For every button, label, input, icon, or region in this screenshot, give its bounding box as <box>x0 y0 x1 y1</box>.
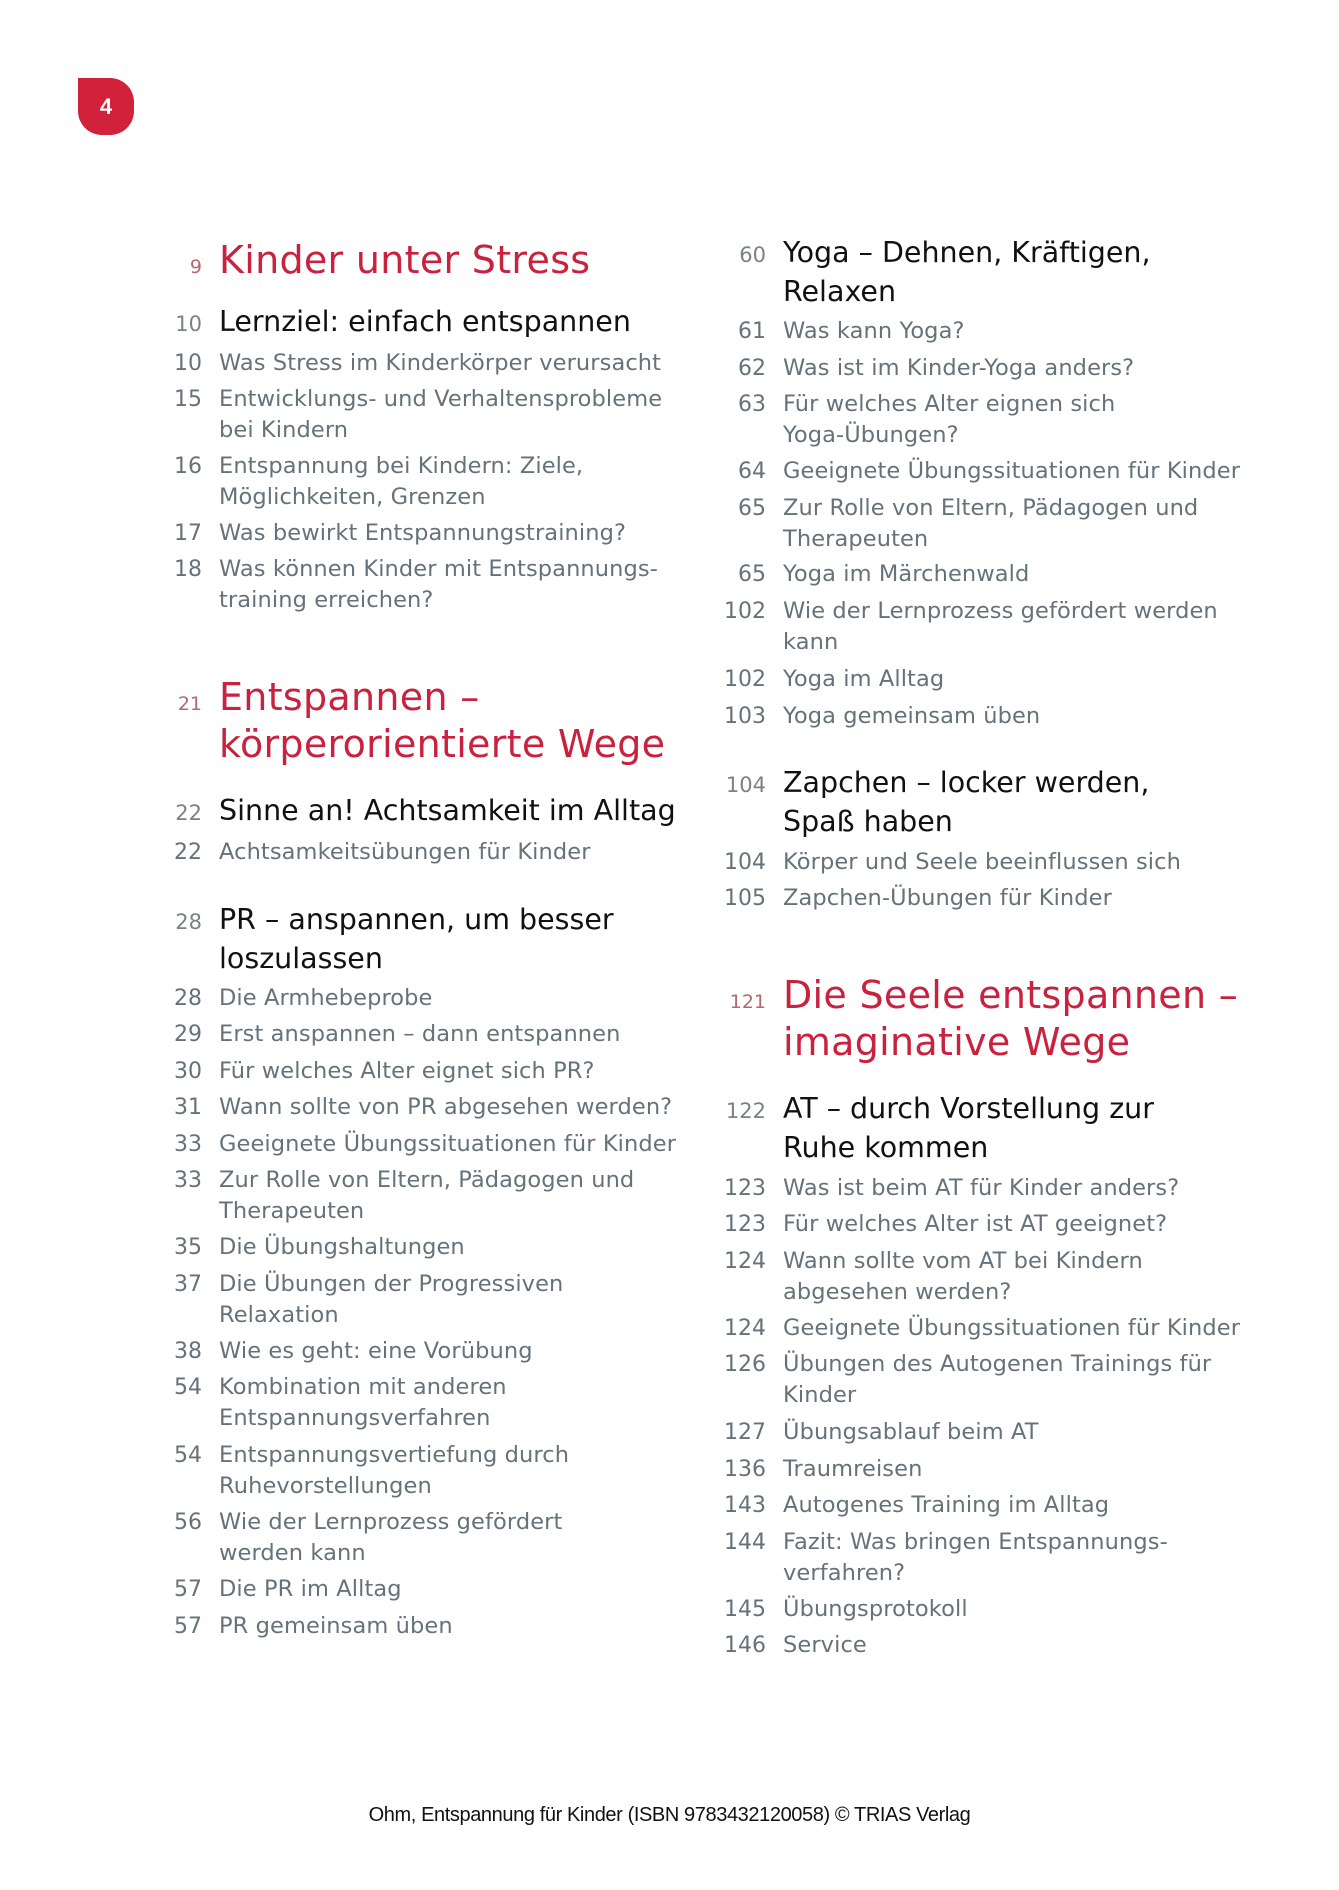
toc-title-line: Geeignete Übungssituationen für Kinder <box>219 1131 677 1157</box>
toc-title-line: Kombination mit anderen <box>219 1374 507 1400</box>
toc-title-line: Ruhevorstellungen <box>219 1473 432 1499</box>
toc-title-line: Für welches Alter eignen sich <box>783 391 1116 417</box>
toc-title <box>783 353 1134 384</box>
toc-title <box>783 1313 1240 1344</box>
toc-page-number: 104 <box>725 773 766 797</box>
toc-title-line: Sinne an! Achtsamkeit im Alltag <box>219 794 676 827</box>
toc-page-number: 123 <box>724 1212 766 1237</box>
toc-title-line: Yoga im Alltag <box>783 666 945 692</box>
toc-page-number: 145 <box>724 1597 766 1622</box>
toc-title-line: Geeignete Übungssituationen für Kinder <box>783 1315 1241 1341</box>
toc-title-line: Für welches Alter eignet sich PR? <box>219 1058 595 1084</box>
toc-item[interactable] <box>0 847 1181 878</box>
toc-title <box>783 664 944 695</box>
toc-title-line: verfahren? <box>783 1560 906 1586</box>
toc-title-line: Spaß haben <box>783 805 953 838</box>
toc-title-line: Was kann Yoga? <box>783 318 965 344</box>
toc-title-line: Was ist beim AT für Kinder anders? <box>783 1175 1180 1201</box>
toc-page-number: 63 <box>738 392 766 417</box>
toc-page-number: 33 <box>174 1168 202 1193</box>
toc-page-number: 121 <box>729 991 766 1013</box>
toc-section[interactable] <box>0 763 1149 841</box>
toc-title <box>783 1417 1039 1448</box>
toc-page-number: 104 <box>724 850 766 875</box>
toc-title <box>783 847 1181 878</box>
toc-item[interactable] <box>0 1209 1167 1240</box>
toc-title-line: Was ist im Kinder-Yoga anders? <box>783 355 1135 381</box>
toc-title <box>783 456 1240 487</box>
toc-title-line: Yoga im Märchenwald <box>783 561 1030 587</box>
toc-page-number: 57 <box>174 1614 202 1639</box>
toc-title-line: Für welches Alter ist AT geeignet? <box>783 1211 1168 1237</box>
toc-title-line: loszulassen <box>219 942 383 975</box>
toc-item[interactable] <box>0 1630 867 1661</box>
toc-title-line: Entspannung bei Kindern: Ziele, <box>219 453 584 479</box>
toc-item[interactable] <box>0 1527 1168 1589</box>
toc-title <box>783 972 1238 1066</box>
toc-title-line: AT – durch Vorstellung zur <box>783 1092 1154 1125</box>
page-number: 4 <box>99 94 113 119</box>
toc-page-number: 143 <box>724 1493 766 1518</box>
toc-page-number: 56 <box>174 1510 202 1535</box>
page-number-badge <box>78 78 134 135</box>
toc-title-line: Entspannen – <box>219 675 480 719</box>
toc-title-line: Entspannungsverfahren <box>219 1405 491 1431</box>
toc-item[interactable] <box>0 1490 1109 1521</box>
toc-title-line: abgesehen werden? <box>783 1279 1012 1305</box>
toc-page-number: 18 <box>174 557 202 582</box>
toc-page-number: 10 <box>175 312 202 336</box>
toc-title-line: Die PR im Alltag <box>219 1576 402 1602</box>
toc-page-number: 54 <box>174 1375 202 1400</box>
toc-page-number: 60 <box>739 243 766 267</box>
toc-page-number: 124 <box>724 1249 766 1274</box>
toc-section[interactable] <box>0 1089 1154 1167</box>
toc-page-number: 62 <box>738 356 766 381</box>
toc-title-line: Zapchen – locker werden, <box>783 766 1150 799</box>
toc-title <box>783 1209 1167 1240</box>
toc-title-line: körperorientierte Wege <box>219 722 666 766</box>
toc-title <box>783 233 1151 311</box>
toc-item[interactable] <box>0 493 1198 555</box>
toc-title-line: Übungen des Autogenen Trainings für <box>783 1351 1212 1377</box>
toc-title-line: Kinder <box>783 1382 857 1408</box>
toc-item[interactable] <box>0 596 1218 658</box>
toc-page-number: 65 <box>738 562 766 587</box>
toc-title-line: bei Kindern <box>219 417 349 443</box>
toc-title <box>783 1490 1109 1521</box>
toc-page-number: 126 <box>724 1352 766 1377</box>
toc-title-line: Zur Rolle von Eltern, Pädagogen und <box>219 1167 635 1193</box>
toc-page-number: 105 <box>724 886 766 911</box>
toc-page-number: 30 <box>174 1059 202 1084</box>
toc-item[interactable] <box>0 1594 968 1625</box>
toc-title <box>783 596 1218 658</box>
toc-item[interactable] <box>0 316 965 347</box>
toc-item[interactable] <box>0 389 1115 451</box>
toc-page-number: 28 <box>175 910 202 934</box>
toc-page-number: 61 <box>738 319 766 344</box>
toc-title-line: Was Stress im Kinderkörper verursacht <box>219 350 662 376</box>
toc-title-line: Was können Kinder mit Entspannungs- <box>219 556 658 582</box>
toc-title-line: Therapeuten <box>783 526 929 552</box>
toc-page-number: 102 <box>724 667 766 692</box>
toc-title <box>783 1454 922 1485</box>
toc-title-line: Erst anspannen – dann entspannen <box>219 1021 621 1047</box>
toc-title-line: Yoga-Übungen? <box>783 422 959 448</box>
toc-title-line: Yoga – Dehnen, Kräftigen, <box>783 236 1151 269</box>
toc-title-line: Körper und Seele beeinflussen sich <box>783 849 1181 875</box>
toc-title-line: Achtsamkeitsübungen für Kinder <box>219 839 591 865</box>
toc-chapter[interactable] <box>0 972 1238 1066</box>
toc-item[interactable] <box>0 701 1040 732</box>
toc-item[interactable] <box>0 1313 1240 1344</box>
toc-page-number: 124 <box>724 1316 766 1341</box>
toc-title-line: Service <box>783 1632 867 1658</box>
toc-title <box>783 1630 867 1661</box>
toc-page-number: 37 <box>174 1272 202 1297</box>
toc-item[interactable] <box>0 1417 1039 1448</box>
toc-title-line: Lernziel: einfach entspannen <box>219 305 631 338</box>
toc-title-line: Autogenes Training im Alltag <box>783 1492 1110 1518</box>
toc-title-line: Wie der Lernprozess gefördert werden <box>783 598 1218 624</box>
toc-title-line: Übungsablauf beim AT <box>783 1419 1039 1445</box>
toc-page-number: 127 <box>724 1420 766 1445</box>
toc-title-line: werden kann <box>219 1540 366 1566</box>
toc-title-line: Yoga gemeinsam üben <box>783 703 1041 729</box>
toc-title-line: Die Übungen der Progressiven <box>219 1271 564 1297</box>
toc-title <box>783 1527 1168 1589</box>
toc-title-line: kann <box>783 629 839 655</box>
toc-page-number: 22 <box>174 840 202 865</box>
toc-page-number: 123 <box>724 1176 766 1201</box>
toc-title-line: imaginative Wege <box>783 1020 1131 1064</box>
toc-item[interactable] <box>0 1246 1143 1308</box>
toc-title-line: Kinder unter Stress <box>219 238 591 282</box>
toc-title <box>783 1089 1154 1167</box>
toc-item[interactable] <box>0 353 1134 384</box>
toc-title-line: Geeignete Übungssituationen für Kinder <box>783 458 1241 484</box>
toc-title <box>783 1246 1143 1308</box>
toc-title-line: Therapeuten <box>219 1198 365 1224</box>
toc-page-number: 102 <box>724 599 766 624</box>
toc-title-line: Wann sollte vom AT bei Kindern <box>783 1248 1143 1274</box>
toc-title <box>783 316 965 347</box>
toc-title <box>783 493 1198 555</box>
toc-item[interactable] <box>0 456 1240 487</box>
toc-page-number: 29 <box>174 1022 202 1047</box>
toc-page-number: 21 <box>177 693 202 715</box>
toc-item[interactable] <box>0 559 1029 590</box>
toc-title-line: Relaxen <box>783 275 897 308</box>
toc-page-number: 16 <box>174 454 202 479</box>
toc-title-line: Übungsprotokoll <box>783 1596 968 1622</box>
toc-title-line: Ruhe kommen <box>783 1131 989 1164</box>
toc-page-number: 144 <box>724 1530 766 1555</box>
toc-title-line: Die Armhebeprobe <box>219 985 433 1011</box>
toc-title-line: Wie der Lernprozess gefördert <box>219 1509 563 1535</box>
toc-title <box>783 763 1149 841</box>
toc-title-line: Fazit: Was bringen Entspannungs- <box>783 1529 1168 1555</box>
toc-title <box>783 1594 968 1625</box>
toc-page-number: 22 <box>175 801 202 825</box>
toc-title-line: Was bewirkt Entspannungstraining? <box>219 520 627 546</box>
toc-title-line: PR gemeinsam üben <box>219 1613 453 1639</box>
toc-title-line: PR – anspannen, um besser <box>219 903 614 936</box>
toc-item[interactable] <box>0 883 1112 914</box>
toc-title <box>783 389 1115 451</box>
toc-item[interactable] <box>0 1173 1179 1204</box>
toc-page-number: 15 <box>174 387 202 412</box>
toc-page-number: 10 <box>174 351 202 376</box>
toc-title-line: Traumreisen <box>783 1456 923 1482</box>
toc-page-number: 136 <box>724 1457 766 1482</box>
toc-title-line: Die Seele entspannen – <box>783 973 1239 1017</box>
toc-item[interactable] <box>0 1349 1211 1411</box>
toc-page-number: 9 <box>189 256 202 278</box>
toc-title-line: Zur Rolle von Eltern, Pädagogen und <box>783 495 1199 521</box>
toc-item[interactable] <box>0 1454 922 1485</box>
toc-page-number: 146 <box>724 1633 766 1658</box>
toc-page-number: 65 <box>738 496 766 521</box>
copyright-footer: Ohm, Entspannung für Kinder (ISBN 9783432120058) © TRIAS Verlag <box>368 1804 971 1826</box>
toc-title <box>783 559 1029 590</box>
toc-page-number: 38 <box>174 1339 202 1364</box>
toc-title-line: Möglichkeiten, Grenzen <box>219 484 486 510</box>
toc-title-line: Wann sollte von PR abgesehen werden? <box>219 1094 673 1120</box>
toc-title <box>783 1349 1211 1411</box>
toc-title-line: Wie es geht: eine Vorübung <box>219 1338 533 1364</box>
toc-page-number: 33 <box>174 1132 202 1157</box>
toc-title <box>783 701 1040 732</box>
toc-title-line: training erreichen? <box>219 587 434 613</box>
toc-item[interactable] <box>0 664 944 695</box>
toc-page-number: 28 <box>174 986 202 1011</box>
toc-page-number: 17 <box>174 521 202 546</box>
toc-page-number: 35 <box>174 1235 202 1260</box>
toc-page-number: 122 <box>725 1099 766 1123</box>
toc-title-line: Relaxation <box>219 1302 339 1328</box>
toc-title-line: Die Übungshaltungen <box>219 1234 465 1260</box>
toc-section[interactable] <box>0 233 1151 311</box>
toc-page-number: 54 <box>174 1443 202 1468</box>
toc-title <box>783 1173 1179 1204</box>
toc-title-line: Zapchen-Übungen für Kinder <box>783 885 1112 911</box>
toc-title-line: Entwicklungs- und Verhaltensprobleme <box>219 386 663 412</box>
toc-page-number: 64 <box>738 459 766 484</box>
toc-title <box>783 883 1112 914</box>
toc-title-line: Entspannungsvertiefung durch <box>219 1442 570 1468</box>
toc-page-number: 31 <box>174 1095 202 1120</box>
toc-page-number: 103 <box>724 704 766 729</box>
toc-page-number: 57 <box>174 1577 202 1602</box>
